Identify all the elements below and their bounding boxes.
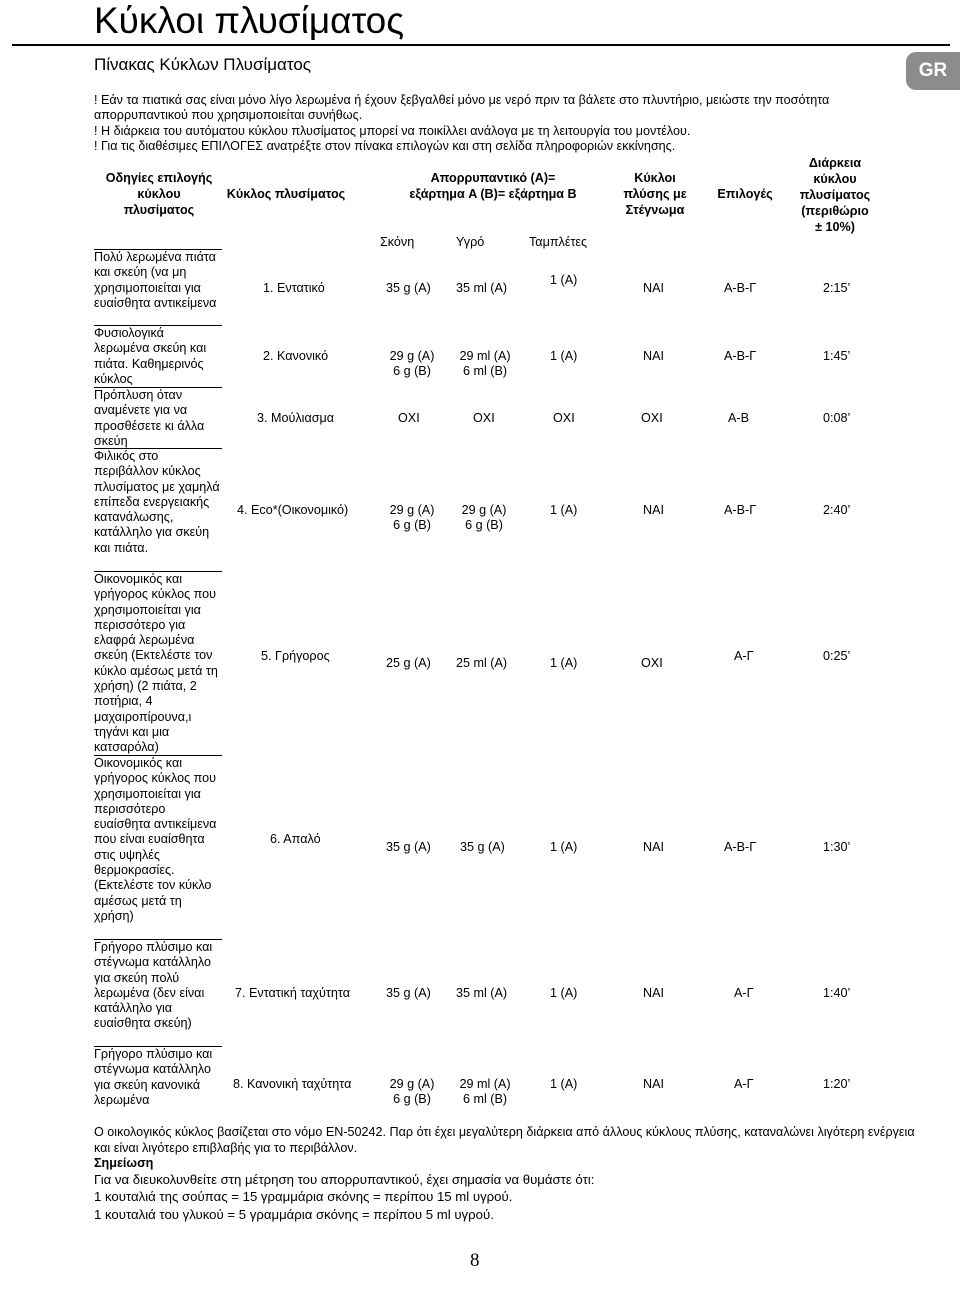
page-title: Κύκλοι πλυσίματος	[94, 0, 405, 41]
row-options: Α-Γ	[734, 986, 754, 1000]
row-options: Α-Β-Γ	[724, 840, 757, 854]
language-badge: GR	[906, 52, 960, 90]
row-tablets: 1 (A)	[550, 656, 578, 670]
row-powder-line: 29 g (A)	[389, 349, 435, 363]
header-options: Επιλογές	[717, 187, 773, 201]
row-duration: 1:30’	[823, 840, 851, 854]
row-duration: 1:45’	[823, 349, 851, 363]
page-number: 8	[470, 1250, 480, 1271]
row-cycle: 1. Εντατικό	[263, 281, 325, 295]
row-description: Οικονομικός και γρήγορος κύκλος που χρησιμοποιείται για περισσότερο για ελαφρά λερωμένα σκεύη (Εκτελέστε τον κύκλο αμέσως μετά τη χρήση) (2 πιάτα, 2 ποτήρια, 4 μαχαιροπίρουνα,ι τηγάνι και μια κατσαρόλα)	[94, 571, 222, 756]
row-drying: ΝΑΙ	[643, 281, 664, 295]
row-powder-line: 29 g (A)	[389, 1077, 435, 1091]
note-detergent: ! Εάν τα πιατικά σας είναι μόνο λίγο λερωμένα ή έχουν ξεβγαλθεί μόνο με νερό πριν τα βάλετε στο πλυντήριο, μειώστε την ποσότητα απορρυπαντικού που χρησιμοποιείται συνήθως.	[94, 93, 830, 122]
row-description: Φυσιολογικά λερωμένα σκεύη και πιάτα. Καθημερινός κύκλος	[94, 325, 222, 387]
row-description: Πολύ λερωμένα πιάτα και σκεύη (να μη χρησιμοποιείται για ευαίσθητα αντικείμενα	[94, 249, 222, 311]
row-cycle: 7. Εντατική ταχύτητα	[235, 986, 350, 1000]
row-liquid-line: 29 g (A)	[461, 503, 507, 517]
subheader-liquid: Υγρό	[456, 235, 485, 249]
row-drying: ΝΑΙ	[643, 986, 664, 1000]
note-line: 1 κουταλιά της σούπας = 15 γραμμάρια σκόνης = περίπου 15 ml υγρού.	[94, 1189, 513, 1204]
row-liquid	[454, 503, 514, 533]
header-duration-line: πλυσίματος	[799, 188, 871, 202]
row-liquid-line: 29 ml (A)	[459, 349, 511, 363]
row-liquid-line: 6 ml (B)	[462, 364, 508, 378]
row-liquid: 35 ml (A)	[456, 281, 508, 295]
row-tablets: 1 (A)	[550, 986, 578, 1000]
row-drying: ΟΧΙ	[641, 656, 663, 670]
row-liquid	[452, 1077, 518, 1107]
header-duration	[785, 155, 885, 235]
note-options: ! Για τις διαθέσιμες ΕΠΙΛΟΓΕΣ ανατρέξτε στον πίνακα επιλογών και στη σελίδα πληροφοριών εκκίνησης.	[94, 139, 676, 153]
row-powder: 35 g (A)	[386, 840, 431, 854]
row-tablets: 1 (A)	[550, 273, 578, 287]
row-options: Α-Β	[728, 411, 749, 425]
row-powder-line: 6 g (B)	[393, 1092, 431, 1106]
row-description: Γρήγορο πλύσιμο και στέγνωμα κατάλληλο για σκεύη κανονικά λερωμένα	[94, 1046, 222, 1108]
header-duration-line: κύκλου	[813, 172, 857, 186]
row-duration: 1:20’	[823, 1077, 851, 1091]
row-drying: ΟΧΙ	[641, 411, 663, 425]
row-tablets: 1 (A)	[550, 349, 578, 363]
row-options: Α-Γ	[734, 1077, 754, 1091]
page-subtitle: Πίνακας Κύκλων Πλυσίματος	[94, 55, 311, 74]
row-description: Πρόπλυση όταν αναμένετε για να προσθέσετε κι άλλα σκεύη	[94, 387, 222, 449]
note-line: 1 κουταλιά του γλυκού = 5 γραμμάρια σκόνης = περίπου 5 ml υγρού.	[94, 1207, 494, 1222]
row-cycle: 4. Eco*(Οικονομικό)	[237, 503, 349, 517]
row-powder: 35 g (A)	[386, 281, 431, 295]
row-powder	[382, 349, 442, 379]
row-powder-line: 6 g (B)	[393, 364, 431, 378]
note-heading: Σημείωση	[94, 1156, 154, 1170]
header-detergent: Απορρυπαντικό (A)= εξάρτημα A (B)= εξάρτημα B	[409, 171, 577, 201]
row-cycle: 8. Κανονική ταχύτητα	[233, 1077, 352, 1091]
row-options: Α-Β-Γ	[724, 281, 757, 295]
header-drying: Κύκλοι πλύσης με Στέγνωμα	[623, 171, 687, 217]
row-cycle: 3. Μούλιασμα	[257, 411, 335, 425]
title-rule	[12, 44, 950, 46]
eco-note: Ο οικολογικός κύκλος βασίζεται στο νόμο EN-50242. Παρ ότι έχει μεγαλύτερη διάρκεια από άλλους κύκλους πλύσης, καταναλώνει λιγότερη ενέργεια και είναι λιγότερο επιβλαβής για το περιβάλλον.	[94, 1125, 915, 1155]
row-cycle: 6. Απαλό	[270, 832, 321, 846]
row-liquid: 35 g (A)	[460, 840, 505, 854]
row-powder: ΟΧΙ	[398, 411, 420, 425]
row-liquid-line: 6 ml (B)	[462, 1092, 508, 1106]
row-liquid: 35 ml (A)	[456, 986, 508, 1000]
header-duration-line: (περιθώριο	[801, 204, 869, 218]
row-drying: ΝΑΙ	[643, 1077, 664, 1091]
row-liquid: 25 ml (A)	[456, 656, 508, 670]
row-tablets: 1 (A)	[550, 840, 578, 854]
row-tablets: ΟΧΙ	[553, 411, 575, 425]
row-duration: 0:25’	[823, 649, 851, 663]
row-powder-line: 6 g (B)	[393, 518, 431, 532]
row-description: Φιλικός στο περιβάλλον κύκλος πλυσίματος με χαμηλά επίπεδα ενεργειακής κατανάλωσης, κατάλληλο για σκεύη και πιάτα.	[94, 448, 222, 556]
row-duration: 2:15’	[823, 281, 851, 295]
row-drying: ΝΑΙ	[643, 503, 664, 517]
row-cycle: 5. Γρήγορος	[261, 649, 330, 663]
row-liquid-line: 6 g (B)	[465, 518, 503, 532]
row-tablets: 1 (A)	[550, 503, 578, 517]
row-powder-line: 29 g (A)	[389, 503, 435, 517]
row-powder	[382, 503, 442, 533]
note-duration: ! Η διάρκεια του αυτόματου κύκλου πλυσίματος μπορεί να ποικίλλει ανάλογα με τη λειτουργία του μοντέλου.	[94, 124, 691, 138]
row-options: Α-Β-Γ	[724, 349, 757, 363]
row-duration: 1:40’	[823, 986, 851, 1000]
row-liquid-line: 29 ml (A)	[459, 1077, 511, 1091]
row-liquid	[452, 349, 518, 379]
row-cycle: 2. Κανονικό	[263, 349, 329, 363]
row-tablets: 1 (A)	[550, 1077, 578, 1091]
row-drying: ΝΑΙ	[643, 840, 664, 854]
subheader-powder: Σκόνη	[380, 235, 415, 249]
subheader-tablets: Ταμπλέτες	[529, 235, 588, 249]
header-instructions: Οδηγίες επιλογής κύκλου πλυσίματος	[105, 171, 213, 217]
row-powder	[382, 1077, 442, 1107]
row-powder: 35 g (A)	[386, 986, 431, 1000]
row-options: Α-Β-Γ	[724, 503, 757, 517]
row-description: Γρήγορο πλύσιμο και στέγνωμα κατάλληλο για σκεύη πολύ λερωμένα (δεν είναι κατάλληλο για ευαίσθητα σκεύη)	[94, 939, 222, 1032]
row-liquid: ΟΧΙ	[473, 411, 495, 425]
header-duration-line: Διάρκεια	[808, 156, 862, 170]
header-duration-line: ± 10%)	[815, 220, 855, 234]
header-cycle: Κύκλος πλυσίματος	[226, 187, 346, 201]
row-drying: ΝΑΙ	[643, 349, 664, 363]
row-duration: 2:40’	[823, 503, 851, 517]
row-powder: 25 g (A)	[386, 656, 431, 670]
row-duration: 0:08’	[823, 411, 851, 425]
note-line: Για να διευκολυνθείτε στη μέτρηση του απορρυπαντικού, έχει σημασία να θυμάστε ότι:	[94, 1172, 595, 1187]
row-description: Οικονομικός και γρήγορος κύκλος που χρησιμοποιείται για περισσότερο ευαίσθητα αντικείμενα που είναι ευαίσθητα στις υψηλές θερμοκρασίες. (Εκτελέστε τον κύκλο αμέσως μετά τη χρήση)	[94, 755, 222, 924]
row-options: Α-Γ	[734, 649, 754, 663]
